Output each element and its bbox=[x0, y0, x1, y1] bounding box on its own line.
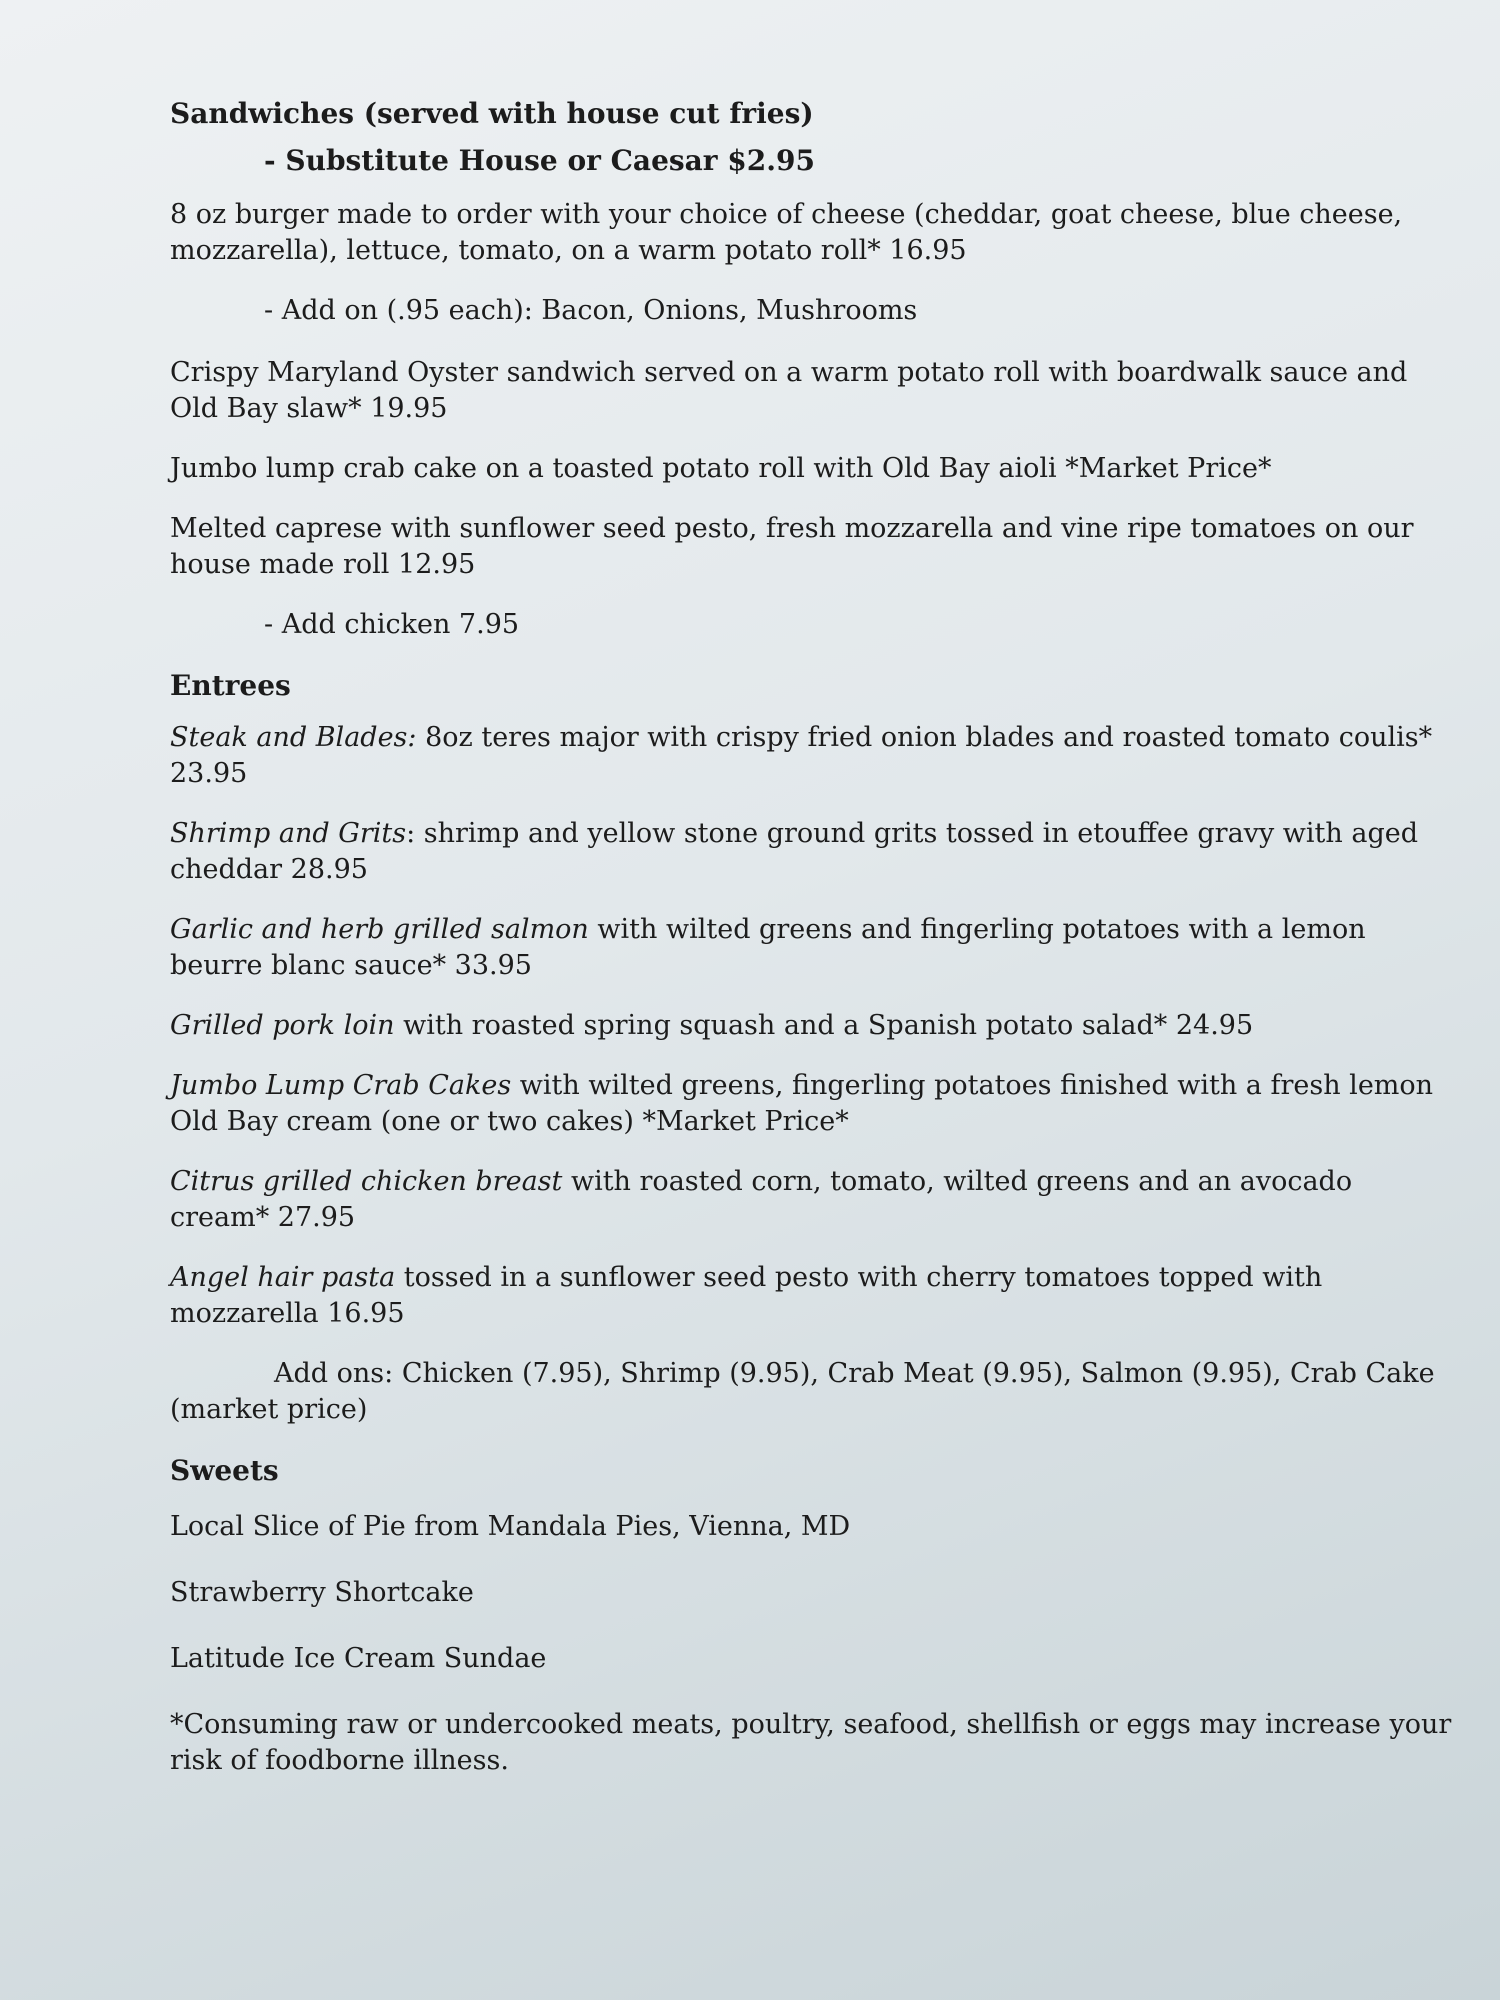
entree-item bbox=[170, 1164, 1450, 1236]
entree-name: Citrus grilled chicken breast bbox=[170, 1166, 563, 1197]
entree-desc: : shrimp and yellow stone ground grits tossed in etouffee gravy with aged cheddar 28.95 bbox=[170, 818, 1418, 885]
entree-item bbox=[170, 912, 1450, 984]
sweet-item: Local Slice of Pie from Mandala Pies, Vienna, MD bbox=[170, 1511, 851, 1542]
entree-desc: with roasted corn, tomato, wilted greens and an avocado cream* 27.95 bbox=[170, 1166, 1353, 1233]
entree-desc: with wilted greens and fingerling potatoes with a lemon beurre blanc sauce* 33.95 bbox=[170, 914, 1366, 981]
entree-addons: Add ons: Chicken (7.95), Shrimp (9.95), Crab Meat (9.95), Salmon (9.95), Crab Cake (market price) bbox=[170, 1358, 1435, 1425]
entree-item bbox=[170, 720, 1450, 792]
food-safety-disclaimer: *Consuming raw or undercooked meats, poultry, seafood, shellfish or eggs may increase your risk of foodborne illness. bbox=[170, 1709, 1452, 1776]
entree-desc: with roasted spring squash and a Spanish potato salad* 24.95 bbox=[394, 1010, 1254, 1041]
entree-name: Angel hair pasta bbox=[170, 1262, 396, 1293]
entree-item bbox=[170, 1068, 1450, 1140]
entree-name: Grilled pork loin bbox=[170, 1010, 395, 1041]
sweets-heading: Sweets bbox=[170, 1454, 279, 1487]
substitute-note: - Substitute House or Caesar $2.95 bbox=[264, 144, 815, 177]
entree-desc: with wilted greens, fingerling potatoes finished with a fresh lemon Old Bay cream (one or two cakes) *Market Price* bbox=[170, 1070, 1434, 1137]
crab-cake-sandwich-item: Jumbo lump crab cake on a toasted potato roll with Old Bay aioli *Market Price* bbox=[170, 453, 1272, 484]
caprese-addon: - Add chicken 7.95 bbox=[264, 609, 520, 640]
sweet-item: Strawberry Shortcake bbox=[170, 1577, 474, 1608]
burger-item: 8 oz burger made to order with your choice of cheese (cheddar, goat cheese, blue cheese, mozzarella), lettuce, tomato, on a warm potato roll* 16.95 bbox=[170, 199, 1403, 266]
entree-name: Garlic and herb grilled salmon bbox=[170, 914, 589, 945]
entree-name: Shrimp and Grits bbox=[170, 818, 407, 849]
entree-item bbox=[170, 1260, 1450, 1332]
oyster-sandwich-item: Crispy Maryland Oyster sandwich served on a warm potato roll with boardwalk sauce and Old Bay slaw* 19.95 bbox=[170, 357, 1408, 424]
entree-desc: tossed in a sunflower seed pesto with cherry tomatoes topped with mozzarella 16.95 bbox=[170, 1262, 1323, 1329]
caprese-item: Melted caprese with sunflower seed pesto, fresh mozzarella and vine ripe tomatoes on our house made roll 12.95 bbox=[170, 513, 1414, 580]
entree-name: Jumbo Lump Crab Cakes bbox=[170, 1070, 512, 1101]
sandwiches-heading: Sandwiches (served with house cut fries) bbox=[170, 97, 814, 130]
burger-addon: - Add on (.95 each): Bacon, Onions, Mushrooms bbox=[264, 295, 918, 326]
entree-item bbox=[170, 816, 1450, 888]
entree-name: Steak and Blades: bbox=[170, 722, 417, 753]
entree-desc: 8oz teres major with crispy fried onion blades and roasted tomato coulis* 23.95 bbox=[170, 722, 1433, 789]
sweet-item: Latitude Ice Cream Sundae bbox=[170, 1643, 547, 1674]
entree-item bbox=[170, 1008, 1450, 1044]
entrees-heading: Entrees bbox=[170, 669, 291, 702]
